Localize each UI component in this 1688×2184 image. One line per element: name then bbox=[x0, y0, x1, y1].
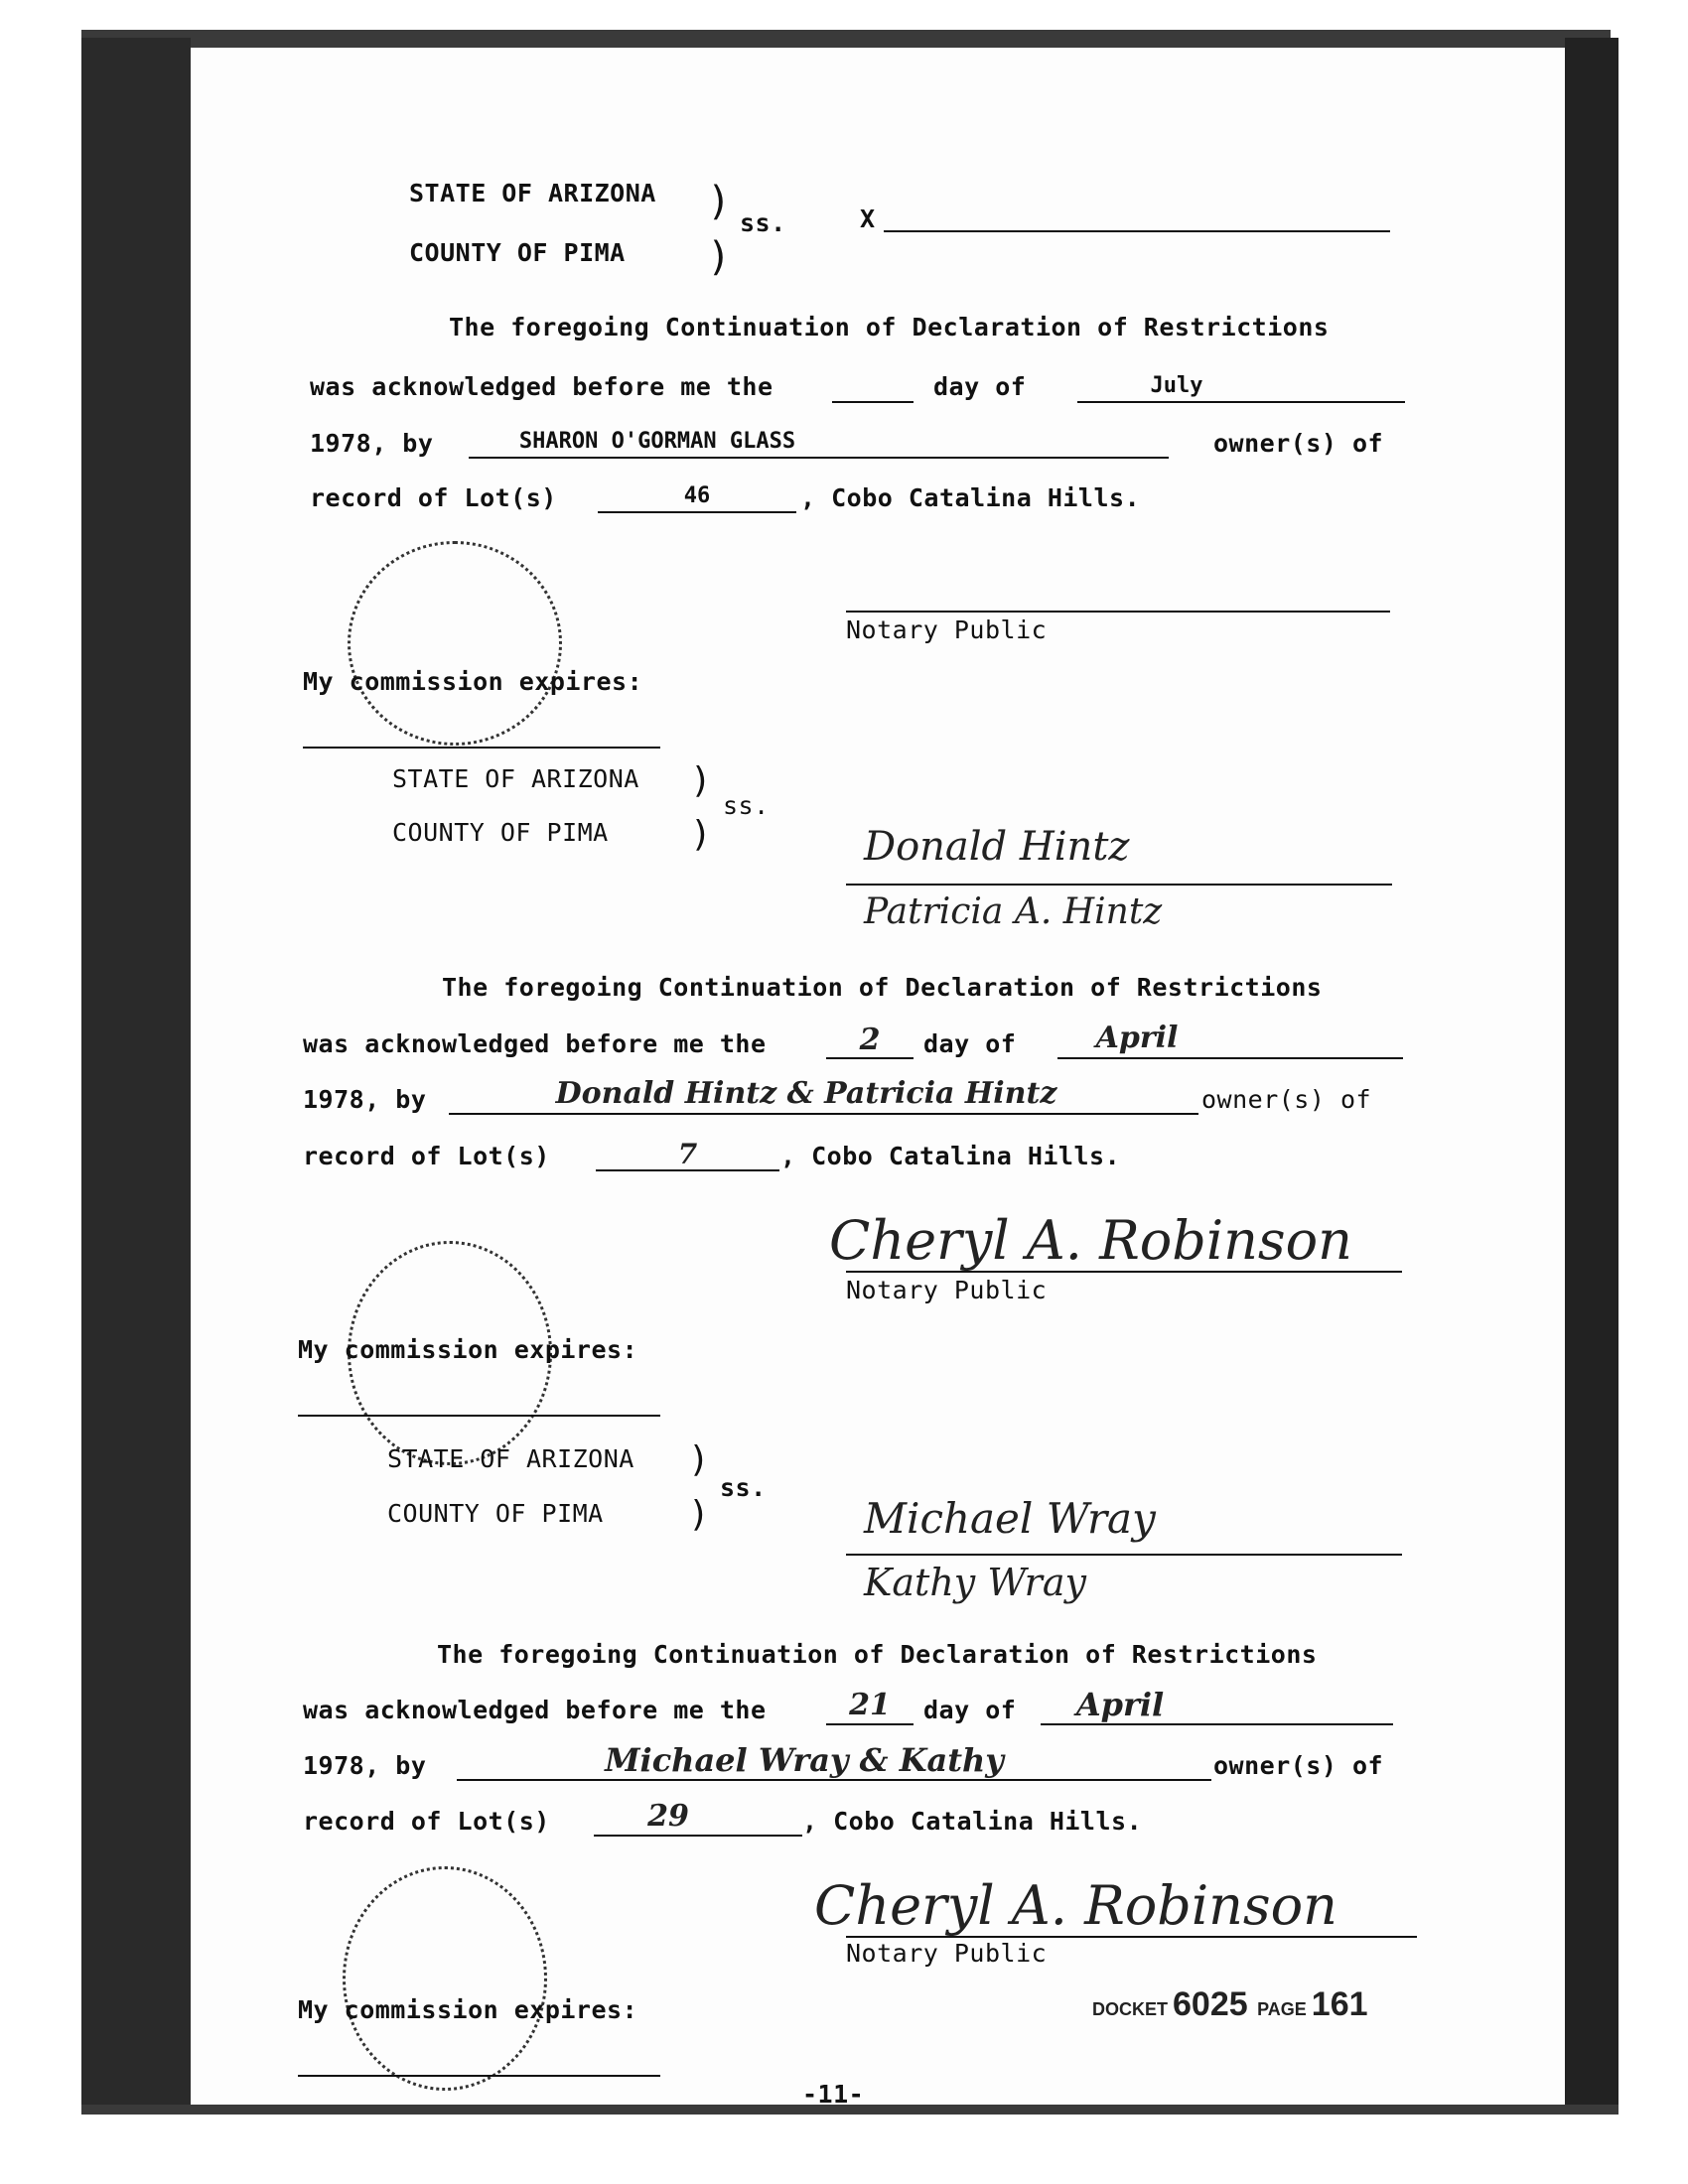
owner-signature-line bbox=[846, 1554, 1402, 1556]
scan-border-left bbox=[81, 38, 191, 2115]
year-by-label: 1978, by bbox=[303, 1085, 427, 1114]
record-of-label: record of Lot(s) bbox=[303, 1142, 550, 1170]
state-label: STATE OF ARIZONA bbox=[409, 179, 656, 207]
ack-line-1: The foregoing Continuation of Declaration of Restrictions bbox=[442, 973, 1323, 1002]
owner-signature: Michael Wray bbox=[864, 1494, 1156, 1543]
bracket: ) bbox=[707, 234, 732, 280]
notary-public-label: Notary Public bbox=[846, 1939, 1048, 1968]
state-label: STATE OF ARIZONA bbox=[392, 764, 639, 793]
owner-signature-2: Kathy Wray bbox=[864, 1561, 1086, 1604]
cobo-catalina-hills: , Cobo Catalina Hills. bbox=[802, 1807, 1143, 1836]
notary-signature: Cheryl A. Robinson bbox=[814, 1874, 1337, 1937]
owner-suffix: owner(s) of bbox=[1213, 1751, 1384, 1780]
day-value: 21 bbox=[849, 1688, 891, 1722]
month-value: July bbox=[1150, 373, 1203, 398]
cobo-catalina-hills: , Cobo Catalina Hills. bbox=[780, 1142, 1121, 1170]
ack-line-2-prefix: was acknowledged before me the bbox=[310, 372, 774, 401]
lot-line bbox=[594, 1835, 802, 1837]
day-of-label: day of bbox=[933, 372, 1027, 401]
docket-book-stamp bbox=[1092, 1985, 1368, 2024]
lot-value: 7 bbox=[677, 1138, 698, 1170]
bracket: ) bbox=[688, 1439, 711, 1480]
notary-signature: Cheryl A. Robinson bbox=[829, 1209, 1352, 1272]
notary-seal bbox=[343, 1866, 547, 2091]
owner-line bbox=[449, 1113, 1198, 1115]
record-of-label: record of Lot(s) bbox=[310, 483, 557, 512]
x-mark: X bbox=[860, 205, 876, 233]
notary-signature-line bbox=[846, 611, 1390, 613]
day-of-label: day of bbox=[923, 1696, 1017, 1724]
scan-border-right bbox=[1565, 38, 1618, 2115]
state-label: STATE OF ARIZONA bbox=[387, 1444, 634, 1473]
docket-number: 6025 bbox=[1173, 1985, 1248, 2023]
owner-name: SHARON O'GORMAN GLASS bbox=[518, 429, 796, 454]
ss-label: ss. bbox=[740, 208, 786, 237]
lot-value: 29 bbox=[647, 1799, 689, 1834]
month-line bbox=[1041, 1723, 1393, 1725]
docket-prefix: DOCKET bbox=[1092, 1999, 1173, 2019]
notary-public-label: Notary Public bbox=[846, 1276, 1048, 1304]
notary-public-label: Notary Public bbox=[846, 615, 1048, 644]
bracket: ) bbox=[690, 760, 713, 801]
ss-label: ss. bbox=[723, 791, 770, 820]
ack-line-1: The foregoing Continuation of Declaration of Restrictions bbox=[449, 313, 1330, 341]
bracket: ) bbox=[707, 179, 732, 224]
month-value: April bbox=[1075, 1686, 1165, 1723]
notary-signature-line bbox=[846, 1936, 1417, 1938]
day-value: 2 bbox=[859, 1023, 881, 1057]
record-of-label: record of Lot(s) bbox=[303, 1807, 550, 1836]
owner-suffix: owner(s) of bbox=[1213, 429, 1384, 458]
owner-name: Donald Hintz & Patricia Hintz bbox=[555, 1076, 1057, 1111]
bracket: ) bbox=[688, 1494, 711, 1535]
county-label: COUNTY OF PIMA bbox=[387, 1499, 604, 1528]
owner-name: Michael Wray & Kathy bbox=[605, 1741, 1004, 1779]
day-line bbox=[826, 1723, 914, 1725]
lot-line bbox=[598, 511, 796, 513]
notary-seal bbox=[348, 541, 562, 746]
commission-line bbox=[303, 747, 660, 749]
ack-line-1: The foregoing Continuation of Declaration of Restrictions bbox=[437, 1640, 1318, 1669]
owner-signature-2: Patricia A. Hintz bbox=[864, 891, 1163, 932]
cobo-catalina-hills: , Cobo Catalina Hills. bbox=[800, 483, 1141, 512]
commission-expires-label: My commission expires: bbox=[298, 1995, 638, 2024]
page-number: -11- bbox=[802, 2080, 865, 2109]
month-value: April bbox=[1095, 1021, 1179, 1055]
owner-line bbox=[457, 1779, 1211, 1781]
ack-line-2-prefix: was acknowledged before me the bbox=[303, 1696, 767, 1724]
owner-suffix: owner(s) of bbox=[1201, 1085, 1372, 1114]
bracket: ) bbox=[690, 814, 713, 855]
month-line bbox=[1057, 1057, 1403, 1059]
owner-line bbox=[469, 457, 1169, 459]
month-line bbox=[1077, 401, 1405, 403]
commission-expires-label: My commission expires: bbox=[303, 667, 643, 696]
ss-label: ss. bbox=[720, 1473, 767, 1502]
year-by-label: 1978, by bbox=[303, 1751, 427, 1780]
page-ref-number: 161 bbox=[1311, 1985, 1368, 2023]
county-label: COUNTY OF PIMA bbox=[409, 238, 626, 267]
commission-line bbox=[298, 2075, 660, 2077]
day-line bbox=[832, 401, 914, 403]
year-by-label: 1978, by bbox=[310, 429, 434, 458]
scan-border-top bbox=[81, 30, 1611, 48]
signature-line bbox=[884, 230, 1390, 232]
commission-expires-label: My commission expires: bbox=[298, 1335, 638, 1364]
county-label: COUNTY OF PIMA bbox=[392, 818, 609, 847]
ack-line-2-prefix: was acknowledged before me the bbox=[303, 1029, 767, 1058]
lot-value: 46 bbox=[683, 483, 711, 508]
notary-signature-line bbox=[846, 1271, 1402, 1273]
owner-signature: Donald Hintz bbox=[864, 824, 1130, 870]
commission-line bbox=[298, 1415, 660, 1417]
owner-signature-line bbox=[846, 884, 1392, 886]
day-line bbox=[826, 1057, 914, 1059]
page-prefix: PAGE bbox=[1257, 1999, 1312, 2019]
day-of-label: day of bbox=[923, 1029, 1017, 1058]
